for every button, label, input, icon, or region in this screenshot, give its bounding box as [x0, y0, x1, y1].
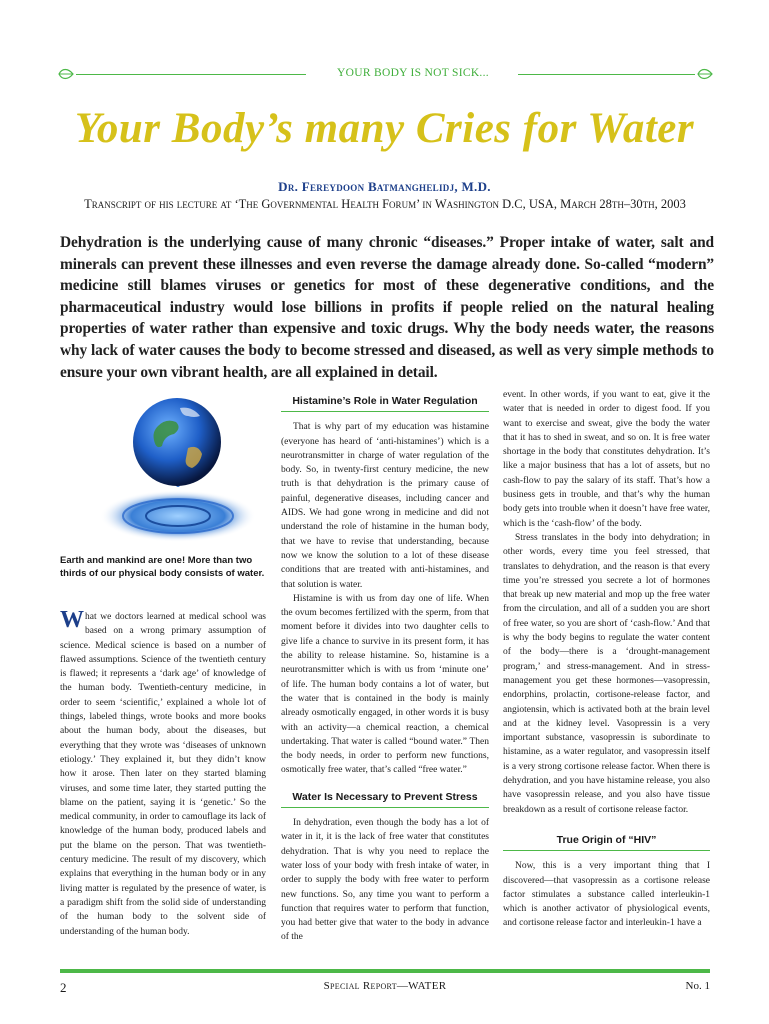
leaf-ornament-icon — [58, 68, 74, 80]
column-1 — [60, 388, 266, 939]
page-number: 2 — [60, 980, 67, 995]
issue-number: No. 1 — [685, 980, 710, 992]
footer-rule — [60, 969, 710, 973]
section-heading: True Origin of “HIV” — [503, 833, 710, 851]
intro-paragraph: Dehydration is the underlying cause of many chronic “diseases.” Proper intake of water, salt and minerals can prevent these illnesses and even reverse the damage already done. So-called “modern” medicine still blames viruses or genetics for most of these degenerative conditions, and the pharmaceutical industry would lose billions in profits if people relied on the natural healing properties of water rather than expensive and toxic drugs. Why the body needs water, the reasons why lack of water causes the body to become stressed and diseased, as well as very simple methods to ensure your own vibrant health, are all explained in detail. — [60, 234, 714, 381]
section-heading: Water Is Necessary to Prevent Stress — [281, 790, 489, 808]
body-paragraph: event. In other words, if you want to eat, give it the water that is needed in order to digest food. If you want to exercise and sweat, give the body the water that it has to shed in sweat, and so on. It is free water shortage in the body that constitutes dehydration. It’s like a major business that has a lot of assets, but no cash-flow to pay the salary of its staff. That’s how a business gets in trouble, and that’s why the human body gets into trouble when it doesn’t have free water, which is the ‘cash-flow’ of the body. — [503, 390, 710, 529]
running-header — [58, 66, 713, 82]
body-paragraph: Stress translates in the body into dehydration; in other words, every time you feel stressed, that translates to dehydration, and the reason is that every time you’re stressed you secrete a lot of hormones that break up new material and mop up the free water from the circulation, and all of a sudden you are short of free water, so you are short of ‘cash-flow.’ And that is why the body begins to regulate the water content of the body—there is a ‘drought-management program,’ and stress-management. And in stress-management you get these hormones—vasopressin, endorphins, prolactin, cortisone-release factor, and angiotensin, which is activated both at the brain level and at the kidney level. Vasopressin is a very important substance, vasopressin is subordinate to histamine, as a water regulator, and vasopressin itself is a very strong cortisone release factor. When there is dehydration, and you have histamine release, you also have vasopressin release, and you also have tissue breakdown as a result of cortisone release factor. — [503, 532, 710, 815]
image-caption: Earth and mankind are one! More than two thirds of our physical body consists of water. — [60, 555, 265, 579]
body-paragraph: Histamine is with us from day one of life. When the ovum becomes fertilized with the sperm, from that moment before it divides into two daughter cells to give life a chance to survive in its present form, it has the ability to release histamine. So, histamine is a neurotransmitter which is with us from ‘minute one’ of life. The human body contains a lot of water, but the water that is contained in the body is mainly already osmotically engaged, in other words it is busy with an activity—a chemical reaction, a chemical undertaking. That water is called “bound water.” Then the body needs, in order to perform new functions, osmotically free water, that’s called “free water.” — [281, 593, 489, 776]
column-2 — [281, 388, 489, 945]
header-rule-left — [76, 74, 306, 75]
author-byline: Dr. Fereydoon Batmanghelidj, M.D. — [278, 179, 491, 194]
body-paragraph: Now, this is a very important thing that I discovered—that vasopressin as a cortisone release factor stimulates a substance called interleukin-1 which is another activator of physiological events, and cortisone release factor and interleukin-1 have a — [503, 861, 710, 929]
section-heading: Histamine’s Role in Water Regulation — [281, 394, 489, 412]
running-title: YOUR BODY IS NOT SICK... — [337, 67, 489, 79]
drop-cap: W — [60, 607, 84, 633]
earth-water-drop-image — [60, 388, 266, 550]
publication-name: Special Report—WATER — [323, 980, 447, 992]
header-rule-right — [518, 74, 695, 75]
transcript-note: Transcript of his lecture at ‘The Governmental Health Forum’ in Washington D.C, USA, March 28th–30th, 2003 — [84, 197, 686, 211]
column-3 — [503, 388, 710, 931]
article-title: Your Body’s many Cries for Water — [74, 105, 695, 152]
leaf-ornament-icon — [697, 68, 713, 80]
body-paragraph: What we doctors learned at medical school was based on a wrong primary assumption of science. Medical science is based on a number of flawed assumptions. Science of the twentieth century is flawed; it represents a ‘dark age’ of knowledge of the human body. Twentieth-century medicine, in order to seem ‘scientific,’ explained a whole lot of things, labeled things, wrote books and more books about the human body, about the diseases, but everything that they wrote was ‘diseases of unknown etiology.’ They explained it, but they didn’t know how it arose. Then later on they started blaming viruses, and some time later, they started putting the blame on the patient, saying it is ‘genetic.’ So the medical community, in order to camouflage its lack of knowledge of the human body, produced labels and put the blame on the person. That was twentieth-century medicine. The result of my discovery, which explains that everything in the human body or in any living matter is regulated by the presence of water, is a paradigm shift from the solid side of understanding of the human body to the solvent side of understanding of the human body. — [60, 607, 266, 937]
body-paragraph: That is why part of my education was histamine (everyone has heard of ‘anti-histamines’) which is a neurotransmitter in charge of water regulation of the body. So, in twenty-first century medicine, the new truth is that dehydration is the primary cause of painful, degenerative diseases, including cancer and AIDS. We had gone wrong in medicine and did not understand the role of histamine in the human body, that we have to revise that understanding, because now we know the solution to a lot of these disease conditions that are treated with anti-histamines, and that solution is water. — [281, 422, 489, 590]
body-paragraph: In dehydration, even though the body has a lot of water in it, it is the lack of free water that constitutes dehydration. That is why you need to replace the water loss of your body with fresh intake of water, in order to supply the body with free water to perform new functions. So, any time you want to perform a function that requires water to perform that function, you had better give that water to the body in advance of the — [281, 818, 489, 943]
